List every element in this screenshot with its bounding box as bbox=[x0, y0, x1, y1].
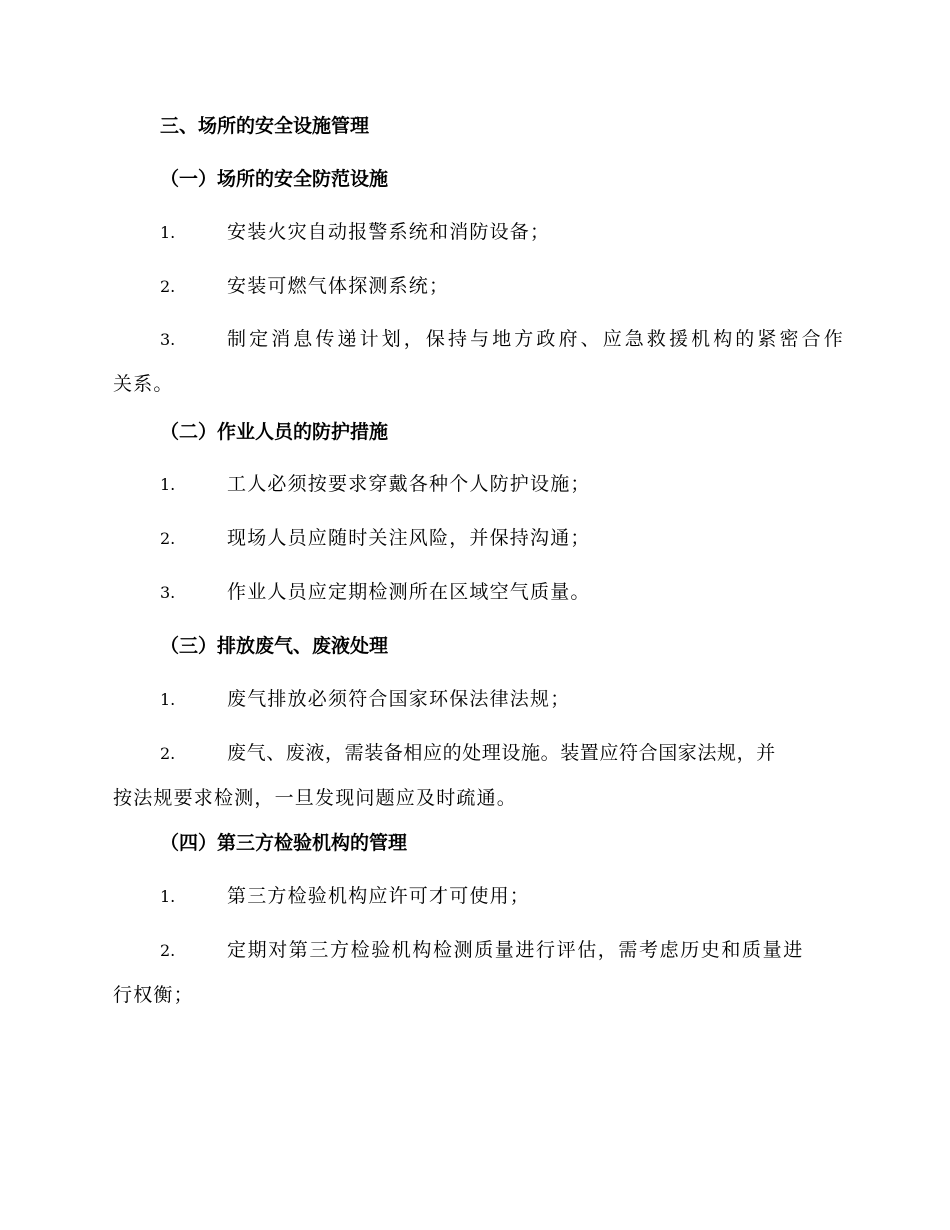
list-item-number: 1. bbox=[160, 690, 176, 709]
list-item-number: 3. bbox=[160, 583, 176, 602]
section-title: 三、场所的安全设施管理 bbox=[160, 115, 370, 137]
list-item-number: 2. bbox=[160, 277, 176, 296]
list-item-text: 安装可燃气体探测系统； bbox=[227, 275, 450, 297]
list-item bbox=[113, 673, 833, 726]
list-item bbox=[113, 870, 833, 923]
list-item bbox=[113, 512, 833, 565]
subsection-title-3: （三）排放废气、废液处理 bbox=[160, 635, 389, 657]
list-item-text: 现场人员应随时关注风险，并保持沟通； bbox=[227, 527, 591, 549]
list-item bbox=[113, 260, 833, 313]
subsection-title-2: （二）作业人员的防护措施 bbox=[160, 421, 389, 443]
list-item-number: 1. bbox=[160, 223, 176, 242]
subsection-title-4: （四）第三方检验机构的管理 bbox=[160, 832, 408, 854]
list-item-text: 定期对第三方检验机构检测质量进行评估，需考虑历史和质量进 bbox=[227, 939, 804, 961]
list-item-text: 第三方检验机构应许可才可使用； bbox=[227, 885, 531, 907]
list-item-continuation: 行权衡； bbox=[113, 984, 194, 1006]
list-item-number: 2. bbox=[160, 529, 176, 548]
list-item-text: 工人必须按要求穿戴各种个人防护设施； bbox=[227, 473, 591, 495]
list-item-number: 2. bbox=[160, 744, 176, 763]
list-item-number: 1. bbox=[160, 475, 176, 494]
list-item bbox=[113, 924, 833, 1022]
list-item-text: 废气排放必须符合国家环保法律法规； bbox=[227, 688, 571, 710]
list-item-continuation: 关系。 bbox=[113, 373, 174, 395]
list-item bbox=[113, 206, 833, 259]
list-item-text: 安装火灾自动报警系统和消防设备； bbox=[227, 221, 551, 243]
list-item-text: 作业人员应定期检测所在区域空气质量。 bbox=[227, 581, 591, 603]
list-item-number: 1. bbox=[160, 887, 176, 906]
list-item-number: 3. bbox=[160, 330, 176, 349]
subsection-title-1: （一）场所的安全防范设施 bbox=[160, 168, 389, 190]
list-item-number: 2. bbox=[160, 941, 176, 960]
list-item-text: 废气、废液，需装备相应的处理设施。装置应符合国家法规，并 bbox=[227, 742, 776, 764]
list-item bbox=[113, 566, 833, 619]
list-item-text: 制定消息传递计划，保持与地方政府、应急救援机构的紧密合作 bbox=[227, 328, 846, 350]
list-item bbox=[113, 313, 846, 411]
list-item-continuation: 按法规要求检测，一旦发现问题应及时疏通。 bbox=[113, 787, 518, 809]
list-item bbox=[113, 727, 833, 825]
list-item bbox=[113, 458, 833, 511]
